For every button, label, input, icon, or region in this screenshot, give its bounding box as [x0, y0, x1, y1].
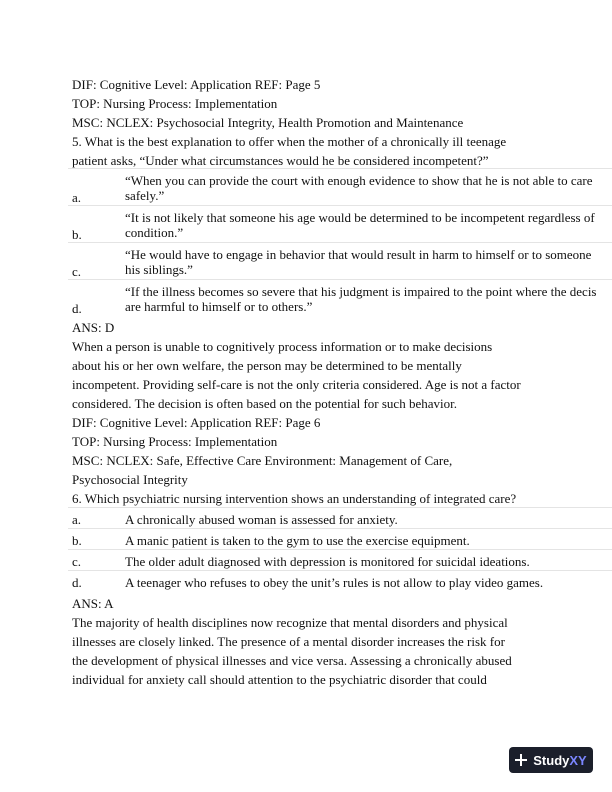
- option-letter: d.: [72, 301, 82, 316]
- option-text: A teenager who refuses to obey the unit’s rules is not allow to play video games.: [125, 575, 544, 590]
- rationale-5-line: about his or her own welfare, the person may be determined to be mentally: [72, 358, 462, 373]
- rationale-5-line: incompetent. Providing self-care is not the only criteria considered. Age is not a factor: [72, 377, 521, 392]
- studyxy-badge[interactable]: [509, 747, 593, 773]
- option-row-c: [68, 549, 612, 571]
- rationale-5-line: considered. The decision is often based on the potential for such behavior.: [72, 396, 457, 411]
- msc-line: MSC: NCLEX: Psychosocial Integrity, Health Promotion and Maintenance: [72, 115, 464, 130]
- dif-line: DIF: Cognitive Level: Application REF: Page 6: [72, 415, 321, 430]
- msc-line-cont: Psychosocial Integrity: [72, 472, 188, 487]
- option-row-a: [68, 168, 612, 209]
- option-text-cont: condition.”: [125, 225, 184, 240]
- rationale-6-line: individual for anxiety call should attention to the psychiatric disorder that could: [72, 672, 487, 687]
- answer-6: ANS: A: [72, 596, 114, 611]
- plus-icon: [515, 754, 527, 766]
- option-letter: a.: [72, 190, 82, 205]
- rationale-6-line: illnesses are closely linked. The presence of a mental disorder increases the risk for: [72, 634, 505, 649]
- option-text-cont: his siblings.”: [125, 262, 193, 277]
- option-text: “He would have to engage in behavior that would result in harm to himself or to someone: [125, 247, 592, 262]
- option-letter: c.: [72, 554, 82, 569]
- top-line: TOP: Nursing Process: Implementation: [72, 96, 278, 111]
- question-5-stem: 5. What is the best explanation to offer when the mother of a chronically ill teenage: [72, 134, 507, 149]
- option-letter: d.: [72, 575, 82, 590]
- option-text: “When you can provide the court with enough evidence to show that he is not able to care: [125, 173, 593, 188]
- question-5-stem-cont: patient asks, “Under what circumstances would he be considered incompetent?”: [72, 153, 489, 168]
- option-letter: c.: [72, 264, 82, 279]
- option-row-d: [68, 279, 612, 320]
- top-line: TOP: Nursing Process: Implementation: [72, 434, 278, 449]
- option-letter: b.: [72, 533, 82, 548]
- option-text: “If the illness becomes so severe that his judgment is impaired to the point where the decis: [125, 284, 597, 299]
- option-letter: a.: [72, 512, 82, 527]
- msc-line: MSC: NCLEX: Safe, Effective Care Environment: Management of Care,: [72, 453, 453, 468]
- option-row-b: [68, 528, 612, 550]
- rationale-5-line: When a person is unable to cognitively process information or to make decisions: [72, 339, 493, 354]
- option-text-cont: are harmful to himself or to others.”: [125, 299, 313, 314]
- question-6-stem: 6. Which psychiatric nursing intervention shows an understanding of integrated care?: [72, 491, 517, 506]
- option-row-b: [68, 205, 612, 246]
- brand-name: StudyXY: [533, 752, 587, 768]
- option-row-c: [68, 242, 612, 283]
- option-text-cont: safely.”: [125, 188, 165, 203]
- dif-line: DIF: Cognitive Level: Application REF: Page 5: [72, 77, 321, 92]
- option-text: “It is not likely that someone his age would be determined to be incompetent regardless of: [125, 210, 595, 225]
- option-letter: b.: [72, 227, 82, 242]
- rationale-6-line: The majority of health disciplines now recognize that mental disorders and physical: [72, 615, 508, 630]
- option-row-a: [68, 507, 612, 529]
- option-text: A chronically abused woman is assessed for anxiety.: [125, 512, 398, 527]
- answer-5: ANS: D: [72, 320, 115, 335]
- option-text: A manic patient is taken to the gym to use the exercise equipment.: [125, 533, 470, 548]
- option-row-d: [68, 570, 612, 592]
- option-text: The older adult diagnosed with depression is monitored for suicidal ideations.: [125, 554, 530, 569]
- rationale-6-line: the development of physical illnesses and vice versa. Assessing a chronically abused: [72, 653, 512, 668]
